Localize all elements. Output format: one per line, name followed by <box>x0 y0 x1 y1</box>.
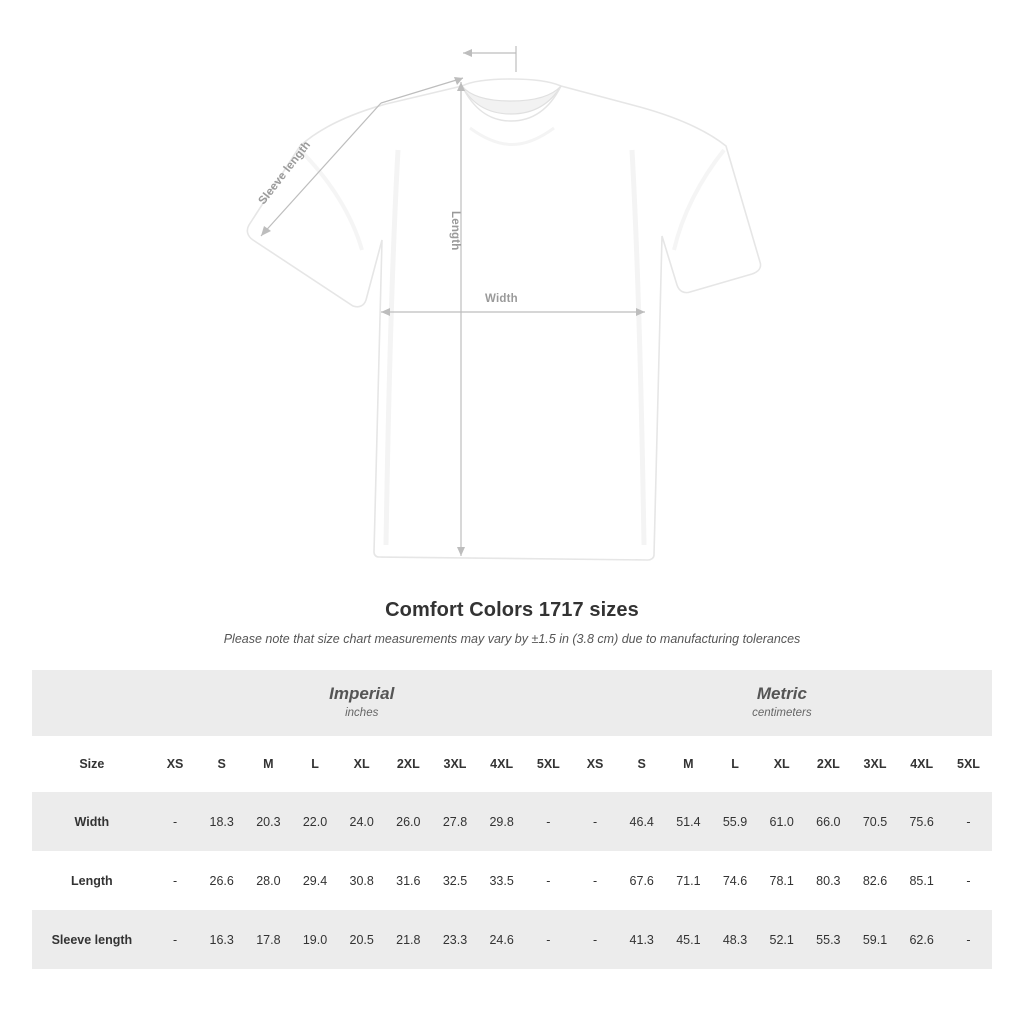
sleeve-dimension-label: Sleeve length <box>256 139 314 207</box>
cell-sleeve-imperial-xl: 20.5 <box>338 910 385 969</box>
cell-width-metric-s: 46.4 <box>618 792 665 851</box>
cell-length-imperial-5xl: - <box>525 851 572 910</box>
size-header-label: Size <box>32 736 152 792</box>
size-header-metric-l: L <box>712 736 759 792</box>
unit-group-row <box>32 670 992 736</box>
cell-length-imperial-m: 28.0 <box>245 851 292 910</box>
cell-sleeve-metric-3xl: 59.1 <box>852 910 899 969</box>
cell-length-metric-xs: - <box>572 851 619 910</box>
size-header-imperial-4xl: 4XL <box>478 736 525 792</box>
cell-width-metric-4xl: 75.6 <box>898 792 945 851</box>
row-label-length: Length <box>32 851 152 910</box>
unit-corner-cell <box>32 670 152 736</box>
cell-sleeve-imperial-3xl: 23.3 <box>432 910 479 969</box>
cell-width-imperial-4xl: 29.8 <box>478 792 525 851</box>
size-header-imperial-m: M <box>245 736 292 792</box>
table-row <box>32 792 992 851</box>
size-header-metric-m: M <box>665 736 712 792</box>
cell-length-imperial-s: 26.6 <box>198 851 245 910</box>
unit-group-metric-unit: centimeters <box>752 707 812 719</box>
unit-group-imperial-name: Imperial <box>329 684 395 703</box>
size-header-imperial-5xl: 5XL <box>525 736 572 792</box>
length-dimension-label: Length <box>449 211 461 251</box>
size-header-imperial-3xl: 3XL <box>432 736 479 792</box>
cell-length-metric-s: 67.6 <box>618 851 665 910</box>
cell-sleeve-imperial-xs: - <box>152 910 199 969</box>
table-row <box>32 851 992 910</box>
cell-sleeve-imperial-s: 16.3 <box>198 910 245 969</box>
cell-width-metric-2xl: 66.0 <box>805 792 852 851</box>
size-header-imperial-2xl: 2XL <box>385 736 432 792</box>
size-header-imperial-xs: XS <box>152 736 199 792</box>
cell-width-metric-l: 55.9 <box>712 792 759 851</box>
row-label-sleeve-length: Sleeve length <box>32 910 152 969</box>
cell-width-metric-m: 51.4 <box>665 792 712 851</box>
unit-group-metric-name: Metric <box>756 684 807 703</box>
size-header-metric-2xl: 2XL <box>805 736 852 792</box>
page-title: Comfort Colors 1717 sizes <box>385 599 639 621</box>
cell-sleeve-imperial-2xl: 21.8 <box>385 910 432 969</box>
cell-length-metric-m: 71.1 <box>665 851 712 910</box>
cell-length-metric-2xl: 80.3 <box>805 851 852 910</box>
cell-width-imperial-xl: 24.0 <box>338 792 385 851</box>
size-header-metric-5xl: 5XL <box>945 736 992 792</box>
cell-length-metric-3xl: 82.6 <box>852 851 899 910</box>
size-header-metric-s: S <box>618 736 665 792</box>
cell-width-imperial-2xl: 26.0 <box>385 792 432 851</box>
cell-width-imperial-xs: - <box>152 792 199 851</box>
size-chart-table <box>32 670 992 969</box>
width-dimension-label: Width <box>485 293 518 305</box>
cell-width-imperial-s: 18.3 <box>198 792 245 851</box>
size-header-metric-4xl: 4XL <box>898 736 945 792</box>
cell-length-imperial-xs: - <box>152 851 199 910</box>
cell-sleeve-metric-xs: - <box>572 910 619 969</box>
cell-sleeve-metric-4xl: 62.6 <box>898 910 945 969</box>
table-row <box>32 910 992 969</box>
size-header-metric-xs: XS <box>572 736 619 792</box>
cell-length-metric-l: 74.6 <box>712 851 759 910</box>
cell-width-metric-xs: - <box>572 792 619 851</box>
size-header-metric-xl: XL <box>758 736 805 792</box>
size-header-imperial-s: S <box>198 736 245 792</box>
cell-sleeve-metric-5xl: - <box>945 910 992 969</box>
cell-width-metric-xl: 61.0 <box>758 792 805 851</box>
row-label-width: Width <box>32 792 152 851</box>
cell-length-imperial-3xl: 32.5 <box>432 851 479 910</box>
cell-width-imperial-5xl: - <box>525 792 572 851</box>
cell-width-imperial-m: 20.3 <box>245 792 292 851</box>
cell-length-imperial-l: 29.4 <box>292 851 339 910</box>
cell-length-imperial-2xl: 31.6 <box>385 851 432 910</box>
cell-length-imperial-4xl: 33.5 <box>478 851 525 910</box>
cell-sleeve-metric-2xl: 55.3 <box>805 910 852 969</box>
size-header-imperial-l: L <box>292 736 339 792</box>
cell-sleeve-metric-s: 41.3 <box>618 910 665 969</box>
cell-length-metric-5xl: - <box>945 851 992 910</box>
unit-group-imperial <box>152 670 572 736</box>
size-chart-table-wrapper <box>32 670 992 969</box>
cell-sleeve-imperial-m: 17.8 <box>245 910 292 969</box>
cell-sleeve-imperial-4xl: 24.6 <box>478 910 525 969</box>
cell-sleeve-metric-xl: 52.1 <box>758 910 805 969</box>
cell-length-metric-xl: 78.1 <box>758 851 805 910</box>
cell-width-metric-3xl: 70.5 <box>852 792 899 851</box>
cell-sleeve-metric-l: 48.3 <box>712 910 759 969</box>
cell-width-imperial-l: 22.0 <box>292 792 339 851</box>
size-header-imperial-xl: XL <box>338 736 385 792</box>
cell-sleeve-metric-m: 45.1 <box>665 910 712 969</box>
size-header-row <box>32 736 992 792</box>
size-header-metric-3xl: 3XL <box>852 736 899 792</box>
cell-sleeve-imperial-5xl: - <box>525 910 572 969</box>
cell-length-metric-4xl: 85.1 <box>898 851 945 910</box>
cell-length-imperial-xl: 30.8 <box>338 851 385 910</box>
cell-width-imperial-3xl: 27.8 <box>432 792 479 851</box>
cell-width-metric-5xl: - <box>945 792 992 851</box>
cell-sleeve-imperial-l: 19.0 <box>292 910 339 969</box>
tshirt-shape <box>247 79 760 560</box>
unit-group-metric <box>572 670 992 736</box>
unit-group-imperial-unit: inches <box>345 707 379 719</box>
tolerance-note: Please note that size chart measurements may vary by ±1.5 in (3.8 cm) due to manufacturing tolerances <box>223 632 801 646</box>
